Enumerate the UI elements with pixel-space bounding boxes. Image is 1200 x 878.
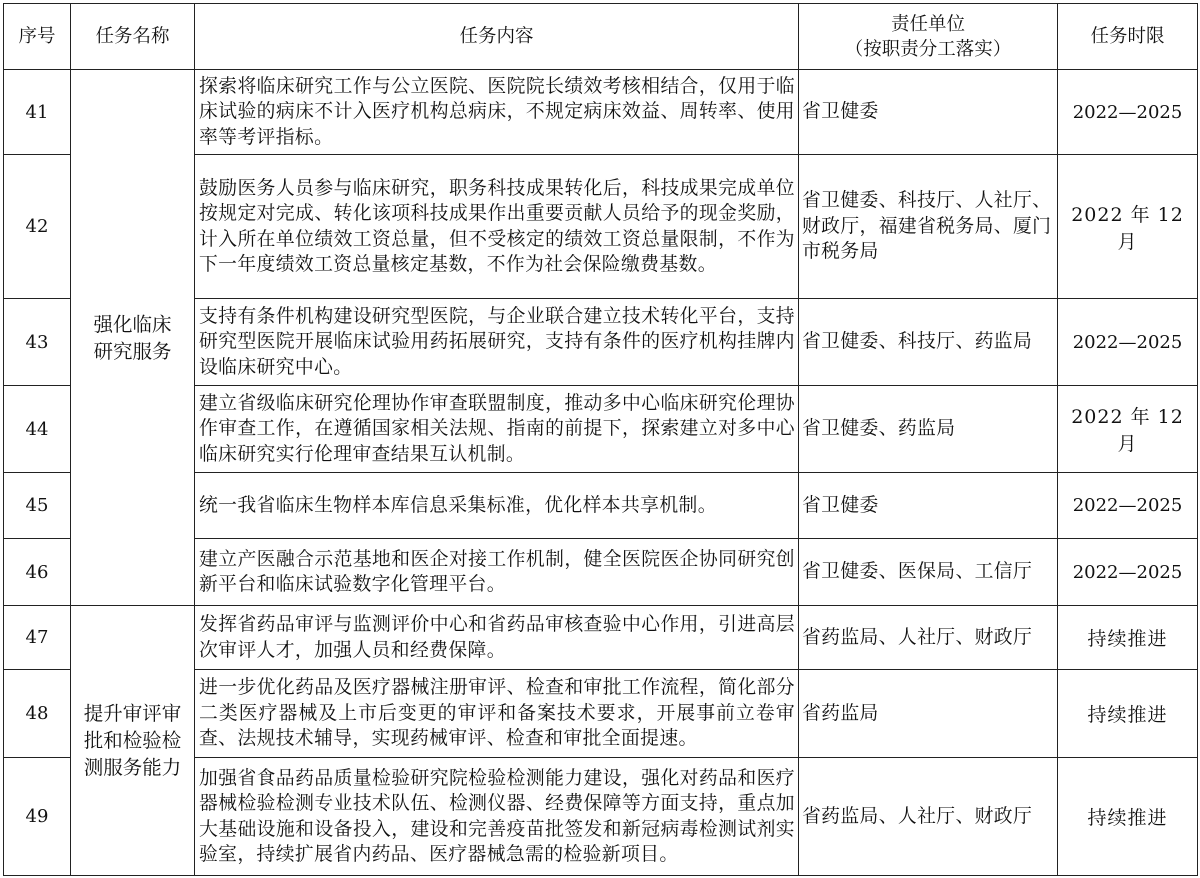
row-seq: 44	[4, 386, 71, 473]
row-period: 2022—2025	[1058, 539, 1198, 606]
header-seq: 序号	[4, 4, 71, 70]
row-seq: 41	[4, 70, 71, 155]
group-1-name-line2: 研究服务	[93, 339, 172, 363]
row-period: 持续推进	[1058, 758, 1198, 876]
row-unit: 省药监局、人社厅、财政厅	[799, 606, 1058, 670]
header-unit-line2: （按职责分工落实）	[844, 38, 1012, 60]
task-name-group-2	[71, 606, 195, 876]
header-period: 任务时限	[1058, 4, 1198, 70]
row-content: 统一我省临床生物样本库信息采集标准，优化样本共享机制。	[195, 473, 799, 539]
row-content: 加强省食品药品质量检验研究院检验检测能力建设，强化对药品和医疗器械检验检测专业技术队伍、检测仪器、经费保障等方面支持，重点加大基础设施和设备投入，建设和完善疫苗批签发和新冠病毒检测试剂实验室，持续扩展省内药品、医疗器械急需的检验新项目。	[195, 758, 799, 876]
group-2-name-line2: 批和检验检	[83, 729, 182, 752]
row-period: 2022 年 12 月	[1058, 155, 1198, 299]
row-seq: 49	[4, 758, 71, 876]
row-period: 持续推进	[1058, 606, 1198, 670]
table-row	[4, 606, 1198, 670]
row-unit: 省卫健委	[799, 70, 1058, 155]
row-seq: 47	[4, 606, 71, 670]
row-content: 发挥省药品审评与监测评价中心和省药品审核查验中心作用，引进高层次审评人才，加强人员和经费保障。	[195, 606, 799, 670]
row-period: 2022 年 12 月	[1058, 386, 1198, 473]
group-2-name-line3: 测服务能力	[83, 756, 182, 779]
table-row	[4, 70, 1198, 155]
row-unit: 省卫健委、科技厅、人社厅、财政厅，福建省税务局、厦门市税务局	[799, 155, 1058, 299]
header-row	[4, 4, 1198, 70]
row-unit: 省卫健委、科技厅、药监局	[799, 299, 1058, 386]
row-unit: 省药监局	[799, 670, 1058, 758]
row-unit: 省卫健委、医保局、工信厅	[799, 539, 1058, 606]
row-period: 2022—2025	[1058, 299, 1198, 386]
row-period: 2022—2025	[1058, 70, 1198, 155]
row-content: 鼓励医务人员参与临床研究，职务科技成果转化后，科技成果完成单位按规定对完成、转化该项科技成果作出重要贡献人员给予的现金奖励，计入所在单位绩效工资总量，但不受核定的绩效工资总量限制，不作为下一年度绩效工资总量核定基数，不作为社会保险缴费基数。	[195, 155, 799, 299]
row-period: 持续推进	[1058, 670, 1198, 758]
header-unit-line1: 责任单位	[890, 13, 965, 35]
row-unit: 省药监局、人社厅、财政厅	[799, 758, 1058, 876]
row-content: 支持有条件机构建设研究型医院，与企业联合建立技术转化平台，支持研究型医院开展临床试验用药拓展研究，支持有条件的医疗机构挂牌内设临床研究中心。	[195, 299, 799, 386]
row-seq: 42	[4, 155, 71, 299]
row-unit: 省卫健委	[799, 473, 1058, 539]
task-table	[3, 3, 1198, 876]
row-seq: 48	[4, 670, 71, 758]
row-content: 建立省级临床研究伦理协作审查联盟制度，推动多中心临床研究伦理协作审查工作，在遵循国家相关法规、指南的前提下，探索建立对多中心临床研究实行伦理审查结果互认机制。	[195, 386, 799, 473]
group-2-name-line1: 提升审评审	[83, 702, 182, 725]
header-responsible-unit	[799, 4, 1058, 70]
row-content: 探索将临床研究工作与公立医院、医院院长绩效考核相结合，仅用于临床试验的病床不计入医疗机构总病床，不规定病床效益、周转率、使用率等考评指标。	[195, 70, 799, 155]
row-unit: 省卫健委、药监局	[799, 386, 1058, 473]
row-content: 建立产医融合示范基地和医企对接工作机制，健全医院医企协同研究创新平台和临床试验数字化管理平台。	[195, 539, 799, 606]
header-task-name: 任务名称	[71, 4, 195, 70]
row-seq: 43	[4, 299, 71, 386]
row-period: 2022—2025	[1058, 473, 1198, 539]
row-content: 进一步优化药品及医疗器械注册审评、检查和审批工作流程，简化部分二类医疗器械及上市后变更的审评和备案技术要求，开展事前立卷审查、法规技术辅导，实现药械审评、检查和审批全面提速。	[195, 670, 799, 758]
header-task-content: 任务内容	[195, 4, 799, 70]
row-seq: 46	[4, 539, 71, 606]
row-seq: 45	[4, 473, 71, 539]
task-name-group-1	[71, 70, 195, 606]
group-1-name-line1: 强化临床	[93, 312, 172, 336]
